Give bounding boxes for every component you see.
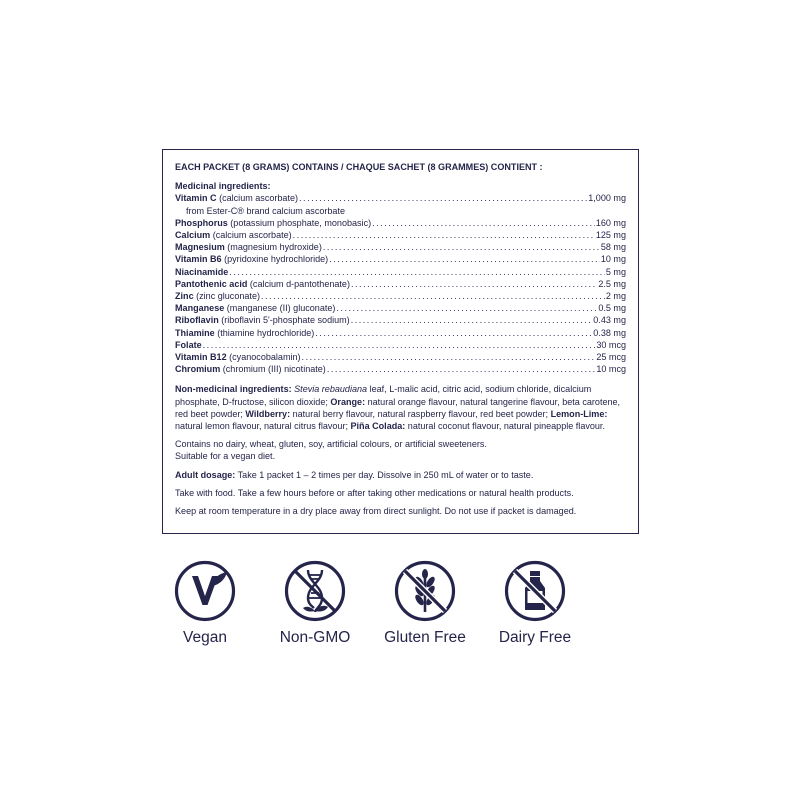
ingredient-row [175, 314, 626, 326]
storage-directions: Keep at room temperature in a dry place away from direct sunlight. Do not use if packet is damaged. [175, 506, 577, 517]
supplement-facts-panel [162, 149, 639, 534]
leader-dots [351, 278, 597, 290]
ingredient-amount: 25 mcg [596, 352, 626, 363]
wildberry-flavour-text: natural berry flavour, natural raspberry flavour, red beet powder; [290, 408, 551, 419]
ingredient-amount: 0.38 mg [593, 327, 626, 338]
dairy-free-badge [480, 560, 590, 647]
panel-heading: EACH PACKET (8 GRAMS) CONTAINS / CHAQUE SACHET (8 GRAMMES) CONTIENT : [175, 162, 543, 172]
leader-dots [372, 217, 595, 229]
vegan-suitable-line: Suitable for a vegan diet. [175, 451, 276, 462]
ingredient-row [175, 278, 626, 290]
ingredient-amount: 30 mcg [596, 339, 626, 350]
ingredient-row [175, 363, 626, 375]
ingredient-name: Calcium [175, 230, 211, 241]
badge-row [150, 560, 650, 660]
contains-no-line: Contains no dairy, wheat, gluten, soy, artificial colours, or artificial sweeteners. [175, 439, 487, 450]
ingredient-name: Niacinamide [175, 266, 229, 277]
lemon-lime-flavour-text: natural lemon flavour, natural citrus flavour; [175, 421, 351, 432]
leader-dots [323, 241, 600, 253]
leader-dots [329, 253, 600, 265]
ingredient-amount: 2 mg [605, 291, 626, 302]
leader-dots [351, 314, 593, 326]
ingredient-source: (calcium ascorbate) [219, 193, 299, 204]
ingredient-name: Folate [175, 339, 202, 350]
badge-label: Vegan [183, 629, 227, 646]
ingredient-amount: 5 mg [605, 266, 626, 277]
ingredient-source: (manganese (II) gluconate) [226, 303, 336, 314]
ingredient-source: (thiamine hydrochloride) [217, 327, 315, 338]
ingredient-amount: 10 mcg [596, 364, 626, 375]
ingredient-amount: 160 mg [595, 217, 626, 228]
ingredient-name: Vitamin B6 [175, 254, 222, 265]
leader-dots [315, 327, 592, 339]
ingredient-name: Manganese [175, 303, 225, 314]
ingredient-row [175, 253, 626, 265]
ingredient-row [175, 229, 626, 241]
ingredient-row [175, 241, 626, 253]
leader-dots [327, 363, 596, 375]
leader-dots [203, 339, 596, 351]
ingredient-source: (calcium ascorbate) [212, 230, 292, 241]
ingredient-row [175, 351, 626, 363]
ingredient-row [175, 290, 626, 302]
ingredient-row [175, 192, 626, 204]
ingredient-amount: 0.5 mg [598, 303, 626, 314]
badge-label: Non-GMO [279, 629, 351, 646]
ingredient-row [175, 266, 626, 278]
ingredient-amount: 10 mg [600, 254, 626, 265]
ingredient-source: (cyanocobalamin) [229, 352, 301, 363]
leader-dots [293, 229, 595, 241]
non-gmo-badge [260, 560, 370, 647]
leader-dots [261, 290, 605, 302]
ingredient-amount: 2.5 mg [598, 278, 626, 289]
ingredient-name: Chromium [175, 364, 221, 375]
ingredient-source: (chromium (III) nicotinate) [222, 364, 326, 375]
dairy-free-milk-icon [504, 560, 566, 622]
ingredient-name: Phosphorus [175, 217, 228, 228]
badge-label: Dairy Free [498, 629, 572, 646]
ingredient-source: (riboflavin 5'-phosphate sodium) [221, 315, 350, 326]
ingredient-source: (potassium phosphate, monobasic) [230, 217, 372, 228]
ingredient-name: Vitamin C [175, 193, 217, 204]
ingredient-source: (pyridoxine hydrochloride) [224, 254, 329, 265]
badge-label: Gluten Free [384, 629, 466, 646]
dosage-line [175, 469, 626, 481]
ingredient-amount: 0.43 mg [593, 315, 626, 326]
wildberry-flavour-label: Wildberry: [245, 408, 291, 419]
ingredient-name: Pantothenic acid [175, 278, 248, 289]
non-medicinal-ingredients [175, 383, 626, 432]
stevia-name: Stevia rebaudiana [294, 384, 368, 395]
leader-dots [229, 266, 605, 278]
ingredient-list [175, 192, 626, 375]
medicinal-title: Medicinal ingredients: [175, 181, 271, 192]
orange-flavour-label: Orange: [330, 396, 366, 407]
pina-colada-flavour-text: natural coconut flavour, natural pineapple flavour. [405, 421, 605, 432]
non-gmo-dna-icon [284, 560, 346, 622]
leader-dots [299, 192, 587, 204]
ingredient-amount: 125 mg [595, 230, 626, 241]
vegan-badge [150, 560, 260, 647]
dosage-label: Adult dosage: [175, 469, 236, 480]
ingredient-name: Riboflavin [175, 315, 219, 326]
orange-flavour-text: natural orange flavour, natural tangerine flavour, beta carotene, red beet powder; [175, 396, 621, 419]
vegan-v-icon [174, 560, 236, 622]
non-medicinal-text: leaf, L-malic acid, citric acid, sodium chloride, dicalcium phosphate, D-fructose, silicon dioxide; [175, 384, 592, 407]
ingredient-row [175, 327, 626, 339]
ingredient-name: Thiamine [175, 327, 215, 338]
ingredient-name: Zinc [175, 291, 194, 302]
non-medicinal-label: Non-medicinal ingredients: [175, 384, 292, 395]
ingredient-source: (zinc gluconate) [196, 291, 260, 302]
dosage-text: Take 1 packet 1 – 2 times per day. Dissolve in 250 mL of water or to taste. [235, 469, 534, 480]
gluten-free-badge [370, 560, 480, 647]
food-directions: Take with food. Take a few hours before or after taking other medications or natural health products. [175, 487, 574, 498]
ingredient-amount: 58 mg [600, 242, 626, 253]
ingredient-amount: 1,000 mg [588, 193, 626, 204]
ingredient-name: Magnesium [175, 242, 225, 253]
pina-colada-flavour-label: Piña Colada: [350, 421, 406, 432]
leader-dots [302, 351, 596, 363]
ingredient-row [175, 217, 626, 229]
ingredient-name: Vitamin B12 [175, 352, 227, 363]
ingredient-source: (calcium d-pantothenate) [249, 278, 350, 289]
ingredient-source: (magnesium hydroxide) [227, 242, 322, 253]
allergen-statement [175, 438, 626, 462]
lemon-lime-flavour-label: Lemon-Lime: [550, 408, 608, 419]
ingredient-row [175, 339, 626, 351]
ingredient-row [175, 302, 626, 314]
leader-dots [336, 302, 597, 314]
gluten-free-wheat-icon [394, 560, 456, 622]
ingredient-note: from Ester-C® brand calcium ascorbate [186, 205, 346, 216]
